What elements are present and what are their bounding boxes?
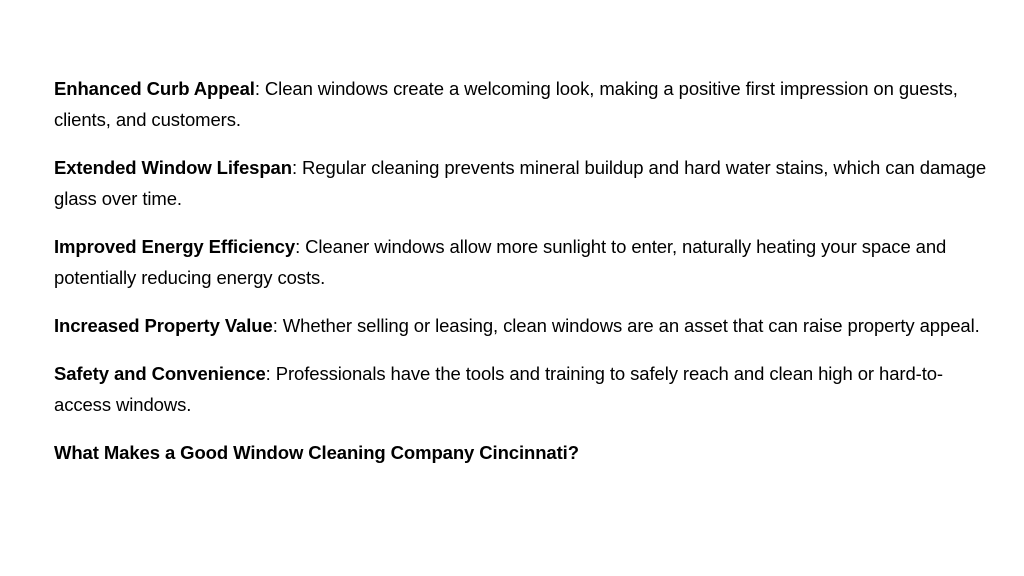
section-heading: What Makes a Good Window Cleaning Company Cincinnati? [54, 442, 579, 463]
benefit-term: Increased Property Value [54, 315, 273, 336]
benefit-paragraph-curb-appeal [54, 73, 994, 135]
benefit-description: : Whether selling or leasing, clean windows are an asset that can raise property appeal. [272, 315, 980, 336]
benefit-description: : Regular cleaning prevents mineral buildup and hard water stains, which can damage glass over time. [54, 157, 987, 209]
benefit-paragraph-property-value [54, 310, 994, 341]
benefit-description: : Clean windows create a welcoming look, making a positive first impression on guests, clients, and customers. [54, 78, 958, 130]
benefit-description: : Cleaner windows allow more sunlight to enter, naturally heating your space and potentially reducing energy costs. [54, 236, 947, 288]
document-body [54, 73, 994, 468]
benefit-term: Extended Window Lifespan [54, 157, 292, 178]
benefit-paragraph-energy-efficiency [54, 231, 994, 293]
benefit-term: Enhanced Curb Appeal [54, 78, 255, 99]
benefit-term: Improved Energy Efficiency [54, 236, 296, 257]
benefit-paragraph-window-lifespan [54, 152, 994, 214]
benefit-description: : Professionals have the tools and training to safely reach and clean high or hard-to-access windows. [54, 363, 943, 415]
benefit-paragraph-safety [54, 358, 994, 420]
benefit-term: Safety and Convenience [54, 363, 266, 384]
